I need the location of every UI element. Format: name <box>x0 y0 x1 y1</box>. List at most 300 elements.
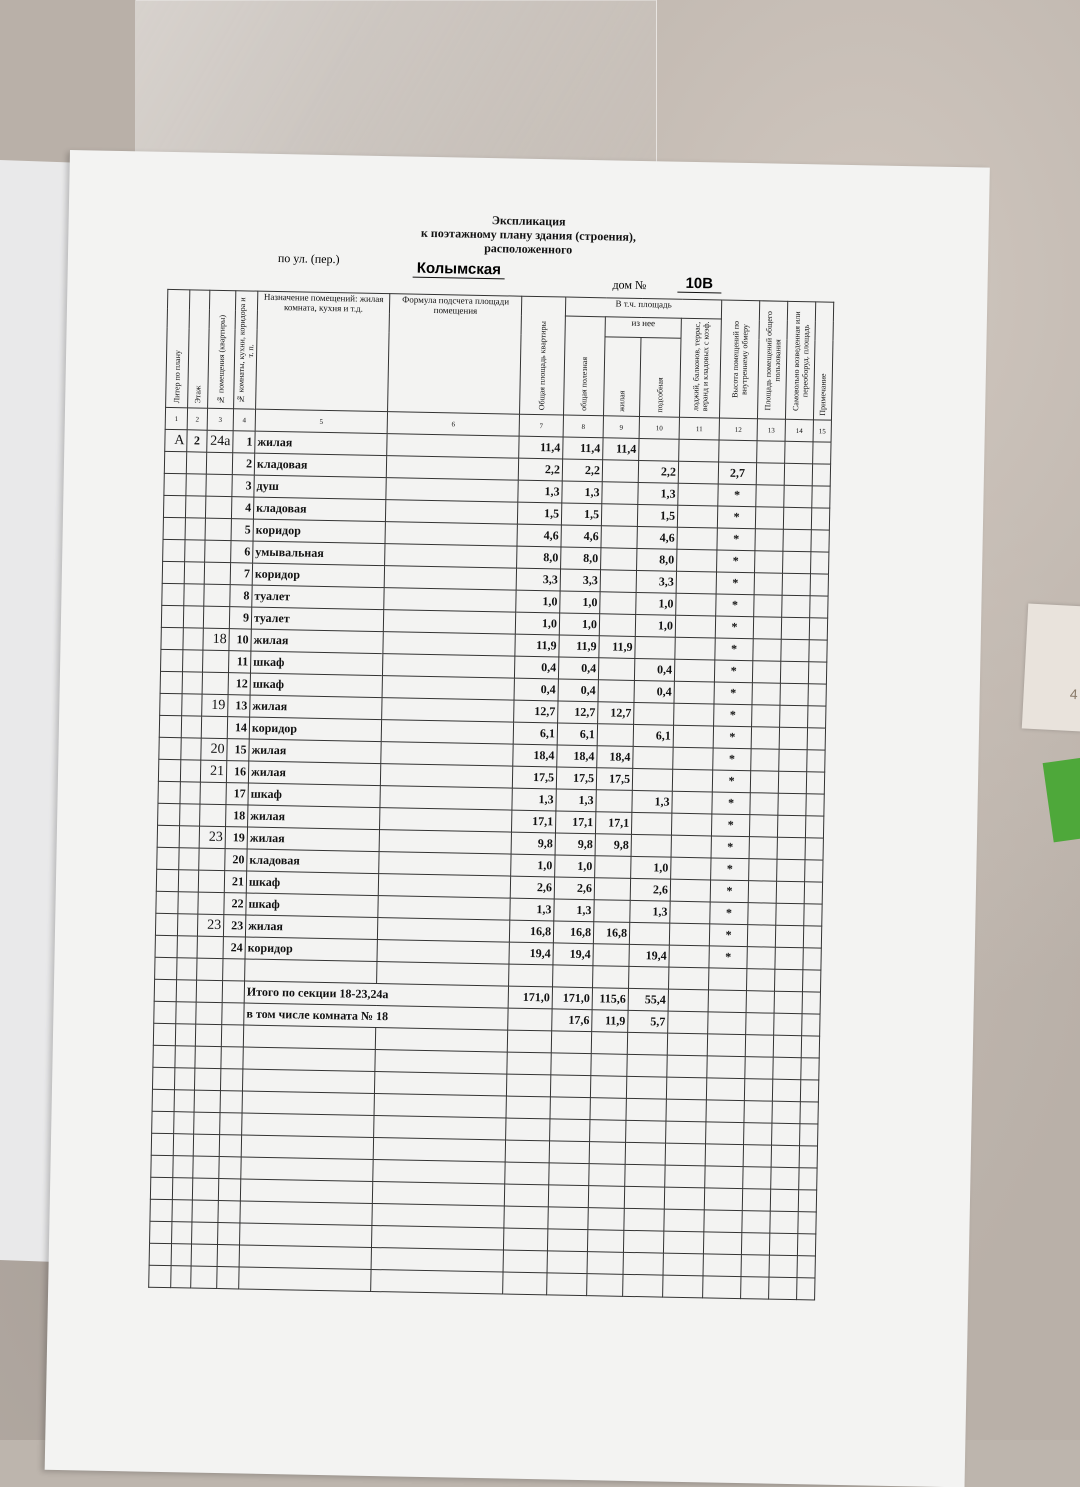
empty-cell <box>151 1133 173 1155</box>
empty-cell <box>373 1138 505 1163</box>
cell-total-area: 4,6 <box>517 524 561 547</box>
cell-living-area <box>600 570 636 593</box>
cell-total-area: 1,3 <box>510 898 554 921</box>
cell-living-area <box>595 856 631 879</box>
cell-unauth <box>782 573 810 596</box>
cell-formula <box>380 764 512 789</box>
empty-cell <box>664 1209 704 1232</box>
empty-cell <box>771 1167 799 1190</box>
empty-cell <box>553 965 593 988</box>
empty-cell <box>550 1097 590 1120</box>
empty-cell <box>746 1013 774 1036</box>
cell-formula <box>384 588 516 613</box>
cell-floor <box>177 914 197 936</box>
col-num: 2 <box>187 408 207 430</box>
cell-note <box>804 904 822 926</box>
empty-cell <box>799 1146 817 1168</box>
cell-room: 20 <box>225 849 247 871</box>
cell-apartment <box>206 452 232 474</box>
empty-cell <box>773 1057 801 1080</box>
cell-purpose: коридор <box>253 519 385 544</box>
col-num: 15 <box>813 420 831 442</box>
cell-liter <box>164 451 186 473</box>
cell-purpose: шкаф <box>248 783 380 808</box>
empty-cell <box>743 1167 771 1190</box>
empty-cell <box>221 1025 243 1047</box>
cell-room: 17 <box>226 783 248 805</box>
cell-unauth <box>779 749 807 772</box>
cell-living-area: 18,4 <box>597 746 633 769</box>
cell-note <box>808 684 826 706</box>
cell-unauth <box>778 793 806 816</box>
cell-total-area: 1,0 <box>511 854 555 877</box>
empty-cell <box>547 1251 587 1274</box>
cell-apartment <box>198 892 224 914</box>
cell-aux-area: 2,6 <box>630 878 670 901</box>
empty-cell <box>219 1157 241 1179</box>
cell-apartment <box>202 672 228 694</box>
empty-cell <box>547 1229 587 1252</box>
col-num: 10 <box>639 416 679 439</box>
empty-cell <box>197 958 223 980</box>
cell-purpose: коридор <box>252 563 384 588</box>
cell-note <box>812 486 830 508</box>
col-header-3: № помещения (квартиры) <box>216 314 227 405</box>
col-num: 12 <box>719 418 757 441</box>
empty-cell <box>801 1036 819 1058</box>
empty-cell <box>193 1156 219 1178</box>
cell-aux-area: 19,4 <box>629 944 669 967</box>
empty-cell <box>173 1134 193 1156</box>
empty-cell <box>150 1199 172 1221</box>
col-header-group: В т.ч. площадь <box>565 297 721 319</box>
empty-cell <box>627 1032 667 1055</box>
empty-cell <box>372 1182 504 1207</box>
empty-cell <box>505 1140 549 1163</box>
cell-common <box>755 529 783 552</box>
empty-cell <box>669 967 709 990</box>
col-num: 11 <box>679 417 719 440</box>
empty-cell <box>196 980 222 1002</box>
cell-apartment: 20 <box>201 738 227 760</box>
side-card-number: 4 <box>1069 685 1079 703</box>
cell-purpose: жилая <box>249 739 381 764</box>
house-value: 10В <box>677 275 721 294</box>
cell-loggia <box>671 835 711 858</box>
empty-cell <box>155 957 177 979</box>
room18-aux: 5,7 <box>628 1010 668 1033</box>
summary-living: 115,6 <box>592 988 628 1011</box>
cell-aux-area: 2,2 <box>638 460 678 483</box>
cell-loggia <box>675 615 715 638</box>
empty-cell <box>503 1272 547 1295</box>
cell-floor <box>179 826 199 848</box>
empty-cell <box>240 1179 372 1204</box>
cell-height: * <box>714 660 752 683</box>
cell-note <box>805 816 823 838</box>
cell-total-area: 3,3 <box>516 568 560 591</box>
empty-cell <box>176 980 196 1002</box>
cell-note <box>811 508 829 530</box>
cell-common <box>748 881 776 904</box>
empty-cell <box>505 1162 549 1185</box>
empty-cell <box>706 1100 744 1123</box>
empty-cell <box>507 1030 551 1053</box>
empty-cell <box>375 1050 507 1075</box>
cell-apartment <box>205 518 231 540</box>
cell-unauth <box>784 485 812 508</box>
cell-common <box>753 639 781 662</box>
empty-cell <box>194 1068 220 1090</box>
cell-useful-area: 2,2 <box>562 459 602 482</box>
empty-cell <box>624 1186 664 1209</box>
empty-cell <box>506 1096 550 1119</box>
cell-formula <box>381 742 513 767</box>
cell-formula <box>381 720 513 745</box>
empty-cell <box>372 1203 504 1228</box>
cell-aux-area <box>639 438 679 461</box>
cell-apartment <box>205 540 231 562</box>
empty-cell <box>741 1233 769 1256</box>
empty-cell <box>801 1058 819 1080</box>
empty-cell <box>239 1245 371 1270</box>
empty-cell <box>625 1164 665 1187</box>
empty-cell <box>548 1185 588 1208</box>
empty-cell <box>772 1123 800 1146</box>
cell-living-area <box>600 592 636 615</box>
cell-aux-area: 1,3 <box>632 790 672 813</box>
empty-cell <box>551 1053 591 1076</box>
cell-aux-area <box>635 636 675 659</box>
cell-total-area: 11,9 <box>515 634 559 657</box>
cell-loggia <box>671 813 711 836</box>
cell-unauth <box>780 683 808 706</box>
cell-formula <box>384 566 516 591</box>
cell-formula <box>377 918 509 943</box>
empty-cell <box>217 1245 239 1267</box>
empty-cell <box>666 1121 706 1144</box>
cell-room: 14 <box>227 717 249 739</box>
empty-cell <box>624 1208 664 1231</box>
cell-apartment <box>197 936 223 958</box>
cell-liter <box>159 715 181 737</box>
cell-useful-area: 0,4 <box>558 679 598 702</box>
cell-formula <box>382 654 514 679</box>
cell-height: * <box>713 748 751 771</box>
cell-unauth <box>781 639 809 662</box>
cell-room: 5 <box>231 519 253 541</box>
cell-purpose: жилая <box>247 827 379 852</box>
empty-cell <box>242 1091 374 1116</box>
cell-unauth <box>780 661 808 684</box>
empty-cell <box>625 1142 665 1165</box>
empty-cell <box>667 1055 707 1078</box>
cell-aux-area: 1,3 <box>638 482 678 505</box>
cell-useful-area: 9,8 <box>555 833 595 856</box>
cell-room: 24 <box>223 937 245 959</box>
empty-cell <box>665 1143 705 1166</box>
empty-cell <box>747 969 775 992</box>
cell-floor <box>183 628 203 650</box>
empty-cell <box>549 1141 589 1164</box>
cell-aux-area: 0,4 <box>634 680 674 703</box>
empty-cell <box>550 1075 590 1098</box>
document-content <box>148 207 889 1302</box>
empty-cell <box>772 1079 800 1102</box>
cell-common <box>756 463 784 486</box>
cell-apartment <box>203 606 229 628</box>
cell-total-area: 11,4 <box>519 436 563 459</box>
cell-liter <box>158 759 180 781</box>
cell-living-area <box>594 900 630 923</box>
col-header-1: Литер по плану <box>172 349 183 404</box>
cell-apartment <box>204 562 230 584</box>
cell-floor <box>185 540 205 562</box>
empty-cell <box>241 1135 373 1160</box>
col-header-9: жилая <box>617 390 627 412</box>
cell-aux-area: 1,0 <box>635 614 675 637</box>
cell-note <box>807 728 825 750</box>
cell-living-area <box>601 504 637 527</box>
cell-total-area: 2,6 <box>510 876 554 899</box>
street-label: по ул. (пер.) <box>277 251 340 267</box>
empty-cell <box>744 1079 772 1102</box>
cell-apartment <box>203 650 229 672</box>
cell-note <box>804 882 822 904</box>
cell-apartment <box>204 584 230 606</box>
cell-note <box>803 926 821 948</box>
empty-cell <box>375 1028 507 1053</box>
empty-cell <box>174 1090 194 1112</box>
empty-cell <box>503 1228 547 1251</box>
cell-height: * <box>711 814 749 837</box>
cell-useful-area: 16,8 <box>553 921 593 944</box>
empty-cell <box>373 1160 505 1185</box>
cell-floor <box>178 870 198 892</box>
cell-living-area <box>598 658 634 681</box>
empty-cell <box>666 1077 706 1100</box>
empty-cell <box>174 1068 194 1090</box>
cell-room: 7 <box>230 563 252 585</box>
col-header-15: Примечание <box>818 373 828 416</box>
cell-loggia <box>679 439 719 462</box>
cell-living-area <box>602 482 638 505</box>
empty-cell <box>802 970 820 992</box>
empty-cell <box>377 962 509 987</box>
empty-cell <box>774 1013 802 1036</box>
empty-cell <box>172 1200 192 1222</box>
cell-common <box>749 837 777 860</box>
cell-height: * <box>712 770 750 793</box>
empty-cell <box>172 1222 192 1244</box>
empty-cell <box>742 1189 770 1212</box>
cell-unauth <box>775 925 803 948</box>
empty-cell <box>192 1222 218 1244</box>
empty-cell <box>175 1024 195 1046</box>
empty-cell <box>800 1080 818 1102</box>
cell-unauth <box>777 815 805 838</box>
cell-aux-area <box>629 922 669 945</box>
col-header-7: Общая площадь квартиры <box>537 320 548 411</box>
cell-height: * <box>713 726 751 749</box>
cell-liter: А <box>165 429 187 451</box>
empty-cell <box>149 1265 171 1287</box>
cell-unauth <box>783 551 811 574</box>
cell-apartment <box>200 782 226 804</box>
cell-room: 22 <box>224 893 246 915</box>
cell-total-area: 0,4 <box>514 678 558 701</box>
empty-cell <box>171 1266 191 1288</box>
cell-loggia <box>669 945 709 968</box>
cell-total-area: 16,8 <box>509 920 553 943</box>
cell-purpose: жилая <box>245 915 377 940</box>
cell-room: 1 <box>233 431 255 453</box>
cell-formula <box>382 676 514 701</box>
cell-loggia <box>673 725 713 748</box>
empty-cell <box>222 1003 244 1025</box>
cell-useful-area: 19,4 <box>553 943 593 966</box>
cell-height: * <box>715 616 753 639</box>
empty-cell <box>506 1118 550 1141</box>
cell-formula <box>382 698 514 723</box>
cell-living-area: 17,1 <box>595 812 631 835</box>
cell-formula <box>386 456 518 481</box>
empty-cell <box>196 1002 222 1024</box>
cell-unauth <box>776 881 804 904</box>
cell-floor <box>183 606 203 628</box>
empty-cell <box>623 1274 663 1297</box>
empty-cell <box>220 1069 242 1091</box>
empty-cell <box>800 1102 818 1124</box>
cell-purpose: душ <box>254 475 386 500</box>
cell-total-area: 6,1 <box>513 722 557 745</box>
cell-height: * <box>709 924 747 947</box>
empty-cell <box>371 1225 503 1250</box>
empty-cell <box>503 1250 547 1273</box>
empty-cell <box>195 1046 221 1068</box>
empty-cell <box>548 1207 588 1230</box>
cell-floor <box>183 650 203 672</box>
cell-liter <box>155 935 177 957</box>
col-header-12: Высота помещений по внутреннему обмеру <box>729 321 750 399</box>
cell-common <box>747 947 775 970</box>
room18-total <box>508 1008 552 1031</box>
empty-cell <box>587 1252 623 1275</box>
cell-loggia <box>671 857 711 880</box>
cell-unauth <box>784 463 812 486</box>
room18-useful: 17,6 <box>552 1009 592 1032</box>
cell-unauth <box>778 771 806 794</box>
cell-loggia <box>676 571 716 594</box>
cell-common <box>749 815 777 838</box>
empty-cell <box>772 1101 800 1124</box>
cell-note <box>808 662 826 684</box>
empty-cell <box>666 1099 706 1122</box>
cell-total-area: 1,0 <box>515 612 559 635</box>
empty-cell <box>507 1052 551 1075</box>
cell-note <box>806 794 824 816</box>
cell-room: 6 <box>231 541 253 563</box>
cell-total-area: 1,3 <box>512 788 556 811</box>
cell-formula <box>383 632 515 657</box>
cell-floor <box>185 518 205 540</box>
cell-floor <box>182 694 202 716</box>
empty-cell <box>151 1155 173 1177</box>
cell-note <box>811 552 829 574</box>
cell-total-area: 1,3 <box>518 480 562 503</box>
cell-living-area <box>594 878 630 901</box>
empty-cell <box>799 1168 817 1190</box>
room18-living: 11,9 <box>592 1010 628 1033</box>
col-num: 9 <box>603 416 639 439</box>
empty-cell <box>590 1076 626 1099</box>
cell-height: * <box>711 836 749 859</box>
empty-cell <box>770 1211 798 1234</box>
cell-useful-area: 4,6 <box>561 525 601 548</box>
cell-loggia <box>677 527 717 550</box>
empty-cell <box>665 1165 705 1188</box>
empty-cell <box>741 1277 769 1300</box>
empty-cell <box>629 966 669 989</box>
cell-aux-area <box>632 768 672 791</box>
cell-common <box>752 661 780 684</box>
empty-cell <box>192 1178 218 1200</box>
summary-aux: 55,4 <box>628 988 668 1011</box>
empty-cell <box>703 1232 741 1255</box>
col-num: 4 <box>233 409 255 431</box>
cell-room: 16 <box>226 761 248 783</box>
cell-height: * <box>717 506 755 529</box>
empty-cell <box>551 1031 591 1054</box>
empty-cell <box>742 1211 770 1234</box>
col-header-14: Самовольно возведенная или переоборуд. площадь <box>790 311 811 411</box>
cell-purpose: туалет <box>251 607 383 632</box>
cell-purpose: кладовая <box>253 497 385 522</box>
empty-cell <box>195 1024 221 1046</box>
room18-label: в том числе комната № 18 <box>244 1003 508 1030</box>
cell-floor <box>178 892 198 914</box>
empty-cell <box>769 1255 797 1278</box>
cell-aux-area: 1,0 <box>636 592 676 615</box>
empty-cell <box>172 1178 192 1200</box>
side-card <box>1022 604 1080 732</box>
cell-height: * <box>717 528 755 551</box>
cell-height: * <box>718 484 756 507</box>
cell-liter <box>157 847 179 869</box>
col-num: 8 <box>563 415 603 438</box>
cell-liter <box>163 517 185 539</box>
cell-apartment <box>201 716 227 738</box>
cell-living-area: 16,8 <box>593 922 629 945</box>
cell-purpose: кладовая <box>247 849 379 874</box>
cell-purpose: жилая <box>248 805 380 830</box>
empty-cell <box>193 1134 219 1156</box>
empty-cell <box>218 1179 240 1201</box>
doc-title: Экспликация <box>491 213 566 229</box>
empty-cell <box>218 1201 240 1223</box>
empty-cell <box>590 1120 626 1143</box>
empty-cell <box>588 1186 624 1209</box>
cell-height: * <box>716 594 754 617</box>
cell-apartment: 19 <box>202 694 228 716</box>
empty-cell <box>587 1274 623 1297</box>
cell-liter <box>155 913 177 935</box>
cell-floor <box>182 672 202 694</box>
cell-room: 9 <box>229 607 251 629</box>
cell-floor <box>184 584 204 606</box>
cell-total-area: 18,4 <box>513 744 557 767</box>
empty-cell <box>239 1267 371 1292</box>
